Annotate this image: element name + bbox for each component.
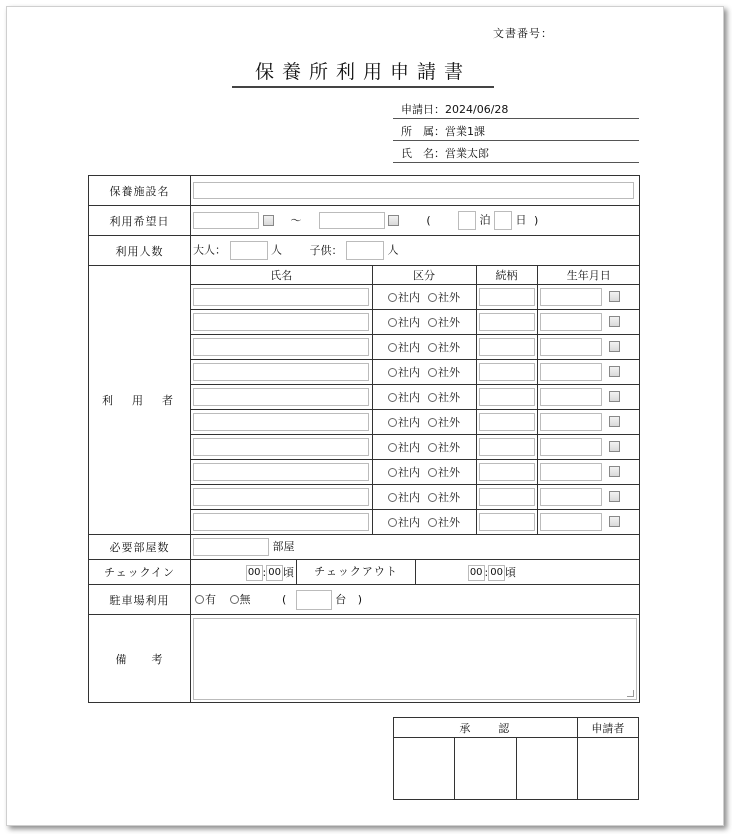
user-inside-label: 社内 (398, 490, 420, 504)
user-inside-label: 社内 (398, 415, 420, 429)
checkout-minute-select[interactable]: 00 (488, 565, 505, 581)
user-inside-label: 社内 (398, 315, 420, 329)
children-unit: 人 (387, 243, 399, 257)
user-outside-label: 社外 (438, 440, 460, 454)
user-inside-label: 社内 (398, 515, 420, 529)
user-name-input[interactable] (193, 413, 369, 431)
user-name-input[interactable] (193, 388, 369, 406)
user-relationship-input[interactable] (479, 463, 535, 481)
users-header-name: 氏名 (191, 266, 372, 284)
user-inside-radio[interactable] (388, 418, 397, 427)
end-date-calendar-icon[interactable] (388, 215, 399, 226)
user-outside-radio[interactable] (428, 493, 437, 502)
user-inside-label: 社内 (398, 290, 420, 304)
user-outside-label: 社外 (438, 315, 460, 329)
user-row (191, 334, 640, 359)
user-birthdate-input[interactable] (540, 388, 602, 406)
rooms-input[interactable] (193, 538, 269, 556)
checkin-time-separator: : (262, 565, 267, 579)
user-inside-radio[interactable] (388, 468, 397, 477)
days-input[interactable] (494, 211, 512, 230)
nights-input[interactable] (458, 211, 476, 230)
end-date-input[interactable] (319, 212, 385, 229)
user-birthdate-input[interactable] (540, 513, 602, 531)
user-relationship-input[interactable] (479, 363, 535, 381)
document-page (6, 6, 724, 826)
user-outside-radio[interactable] (428, 343, 437, 352)
users-table (191, 266, 640, 534)
rooms-unit: 部屋 (272, 540, 295, 553)
facility-label: 保養施設名 (89, 176, 191, 206)
users-header-category: 区分 (372, 266, 476, 284)
user-relationship-input[interactable] (479, 438, 535, 456)
children-input[interactable] (346, 241, 384, 260)
remarks-label: 備 考 (89, 615, 191, 703)
parking-no-radio[interactable] (230, 595, 239, 604)
applicant-stamp-box (577, 738, 638, 800)
user-row (191, 409, 640, 434)
user-row (191, 309, 640, 334)
user-row (191, 459, 640, 484)
user-relationship-input[interactable] (479, 338, 535, 356)
user-outside-label: 社外 (438, 340, 460, 354)
nights-unit: 泊 (479, 213, 491, 227)
user-birthdate-input[interactable] (540, 363, 602, 381)
application-form-table (88, 175, 640, 703)
facility-input[interactable] (193, 182, 634, 199)
user-inside-label: 社内 (398, 390, 420, 404)
adults-label: 大人： (193, 243, 226, 257)
people-count-label: 利用人数 (89, 236, 191, 266)
date-range-tilde: ～ (290, 213, 302, 227)
user-outside-label: 社外 (438, 365, 460, 379)
user-birthdate-input[interactable] (540, 288, 602, 306)
user-row (191, 509, 640, 534)
users-header-birthdate: 生年月日 (537, 266, 640, 284)
application-date-line (393, 101, 639, 119)
parking-no-label: 無 (239, 592, 251, 606)
user-outside-radio[interactable] (428, 443, 437, 452)
users-header-relationship: 続柄 (476, 266, 537, 284)
department-label: 所 属： (401, 125, 445, 138)
user-birthdate-calendar-icon[interactable] (609, 466, 620, 477)
applicant-name-value: 営業太郎 (445, 147, 489, 160)
user-relationship-input[interactable] (479, 388, 535, 406)
user-inside-radio[interactable] (388, 343, 397, 352)
user-birthdate-calendar-icon[interactable] (609, 491, 620, 502)
checkout-hour-select[interactable]: 00 (468, 565, 485, 581)
user-relationship-input[interactable] (479, 488, 535, 506)
start-date-input[interactable] (193, 212, 259, 229)
user-birthdate-calendar-icon[interactable] (609, 291, 620, 302)
adults-unit: 人 (271, 243, 282, 257)
user-row (191, 284, 640, 309)
user-inside-radio[interactable] (388, 318, 397, 327)
user-name-input[interactable] (193, 513, 369, 531)
department-value: 営業1課 (445, 125, 485, 138)
user-relationship-input[interactable] (479, 288, 535, 306)
applicant-name-line (393, 145, 639, 163)
user-outside-label: 社外 (438, 465, 460, 479)
user-name-input[interactable] (193, 313, 369, 331)
applicant-header: 申請者 (577, 718, 638, 738)
user-row (191, 359, 640, 384)
user-birthdate-input[interactable] (540, 413, 602, 431)
approval-stamp-box-1 (394, 738, 455, 800)
user-row (191, 434, 640, 459)
approval-stamp-box-2 (455, 738, 516, 800)
user-row (191, 384, 640, 409)
user-outside-label: 社外 (438, 515, 460, 529)
user-inside-radio[interactable] (388, 493, 397, 502)
user-inside-radio[interactable] (388, 443, 397, 452)
checkin-time-suffix: 頃 (283, 565, 294, 579)
user-outside-radio[interactable] (428, 418, 437, 427)
resize-handle-icon[interactable] (627, 690, 634, 697)
user-inside-radio[interactable] (388, 368, 397, 377)
user-inside-label: 社内 (398, 465, 420, 479)
user-name-input[interactable] (193, 438, 369, 456)
user-birthdate-calendar-icon[interactable] (609, 341, 620, 352)
parking-label: 駐車場利用 (89, 585, 191, 615)
user-name-input[interactable] (193, 288, 369, 306)
applicant-name-label: 氏 名： (401, 147, 445, 160)
approval-stamp-box-3 (516, 738, 577, 800)
user-outside-label: 社外 (438, 390, 460, 404)
days-unit: 日 (515, 213, 527, 227)
user-inside-label: 社内 (398, 340, 420, 354)
user-inside-radio[interactable] (388, 393, 397, 402)
application-date-value: 2024/06/28 (445, 103, 509, 116)
user-birthdate-input[interactable] (540, 313, 602, 331)
checkout-time-separator: : (484, 565, 489, 579)
user-birthdate-input[interactable] (540, 488, 602, 506)
nights-paren-close: ) (534, 213, 539, 227)
parking-yes-label: 有 (205, 592, 216, 606)
user-birthdate-calendar-icon[interactable] (609, 366, 620, 377)
checkout-time-suffix: 頃 (505, 565, 516, 579)
adults-input[interactable] (230, 241, 268, 260)
user-inside-radio[interactable] (388, 293, 397, 302)
user-name-input[interactable] (193, 463, 369, 481)
parking-yes-radio[interactable] (195, 595, 204, 604)
user-outside-radio[interactable] (428, 368, 437, 377)
user-inside-radio[interactable] (388, 518, 397, 527)
user-birthdate-calendar-icon[interactable] (609, 391, 620, 402)
user-outside-label: 社外 (438, 290, 460, 304)
user-name-input[interactable] (193, 363, 369, 381)
user-outside-radio[interactable] (428, 293, 437, 302)
nights-paren-open: ( (426, 213, 431, 227)
checkin-hour-select[interactable]: 00 (246, 565, 263, 581)
rooms-label: 必要部屋数 (89, 535, 191, 560)
parking-paren-open: ( (282, 592, 287, 606)
user-relationship-input[interactable] (479, 313, 535, 331)
user-outside-label: 社外 (438, 490, 460, 504)
user-relationship-input[interactable] (479, 513, 535, 531)
user-name-input[interactable] (193, 338, 369, 356)
user-birthdate-input[interactable] (540, 438, 602, 456)
user-relationship-input[interactable] (479, 413, 535, 431)
users-label: 利 用 者 (89, 266, 191, 535)
user-outside-label: 社外 (438, 415, 460, 429)
approval-header: 承 認 (394, 718, 578, 738)
user-outside-radio[interactable] (428, 393, 437, 402)
application-date-label: 申請日： (401, 103, 445, 116)
user-inside-label: 社内 (398, 365, 420, 379)
user-birthdate-input[interactable] (540, 463, 602, 481)
user-birthdate-calendar-icon[interactable] (609, 441, 620, 452)
checkin-label: チェックイン (89, 560, 191, 585)
checkin-minute-select[interactable]: 00 (266, 565, 283, 581)
dates-label: 利用希望日 (89, 206, 191, 236)
user-birthdate-calendar-icon[interactable] (609, 316, 620, 327)
user-birthdate-input[interactable] (540, 338, 602, 356)
user-outside-radio[interactable] (428, 318, 437, 327)
start-date-calendar-icon[interactable] (263, 215, 274, 226)
checkout-label: チェックアウト (296, 560, 416, 584)
remarks-textarea[interactable] (193, 618, 637, 700)
approval-stamp-table (393, 717, 639, 800)
children-label: 子供： (309, 243, 343, 257)
document-number-label: 文書番号： (493, 27, 553, 40)
user-row (191, 484, 640, 509)
user-birthdate-calendar-icon[interactable] (609, 416, 620, 427)
department-line (393, 123, 639, 141)
user-outside-radio[interactable] (428, 468, 437, 477)
user-birthdate-calendar-icon[interactable] (609, 516, 620, 527)
car-count-input[interactable] (296, 590, 332, 610)
user-name-input[interactable] (193, 488, 369, 506)
car-unit: 台 (335, 592, 347, 606)
parking-paren-close: ) (357, 592, 363, 606)
page-title: 保養所利用申請書 (232, 57, 494, 88)
user-outside-radio[interactable] (428, 518, 437, 527)
user-inside-label: 社内 (398, 440, 420, 454)
